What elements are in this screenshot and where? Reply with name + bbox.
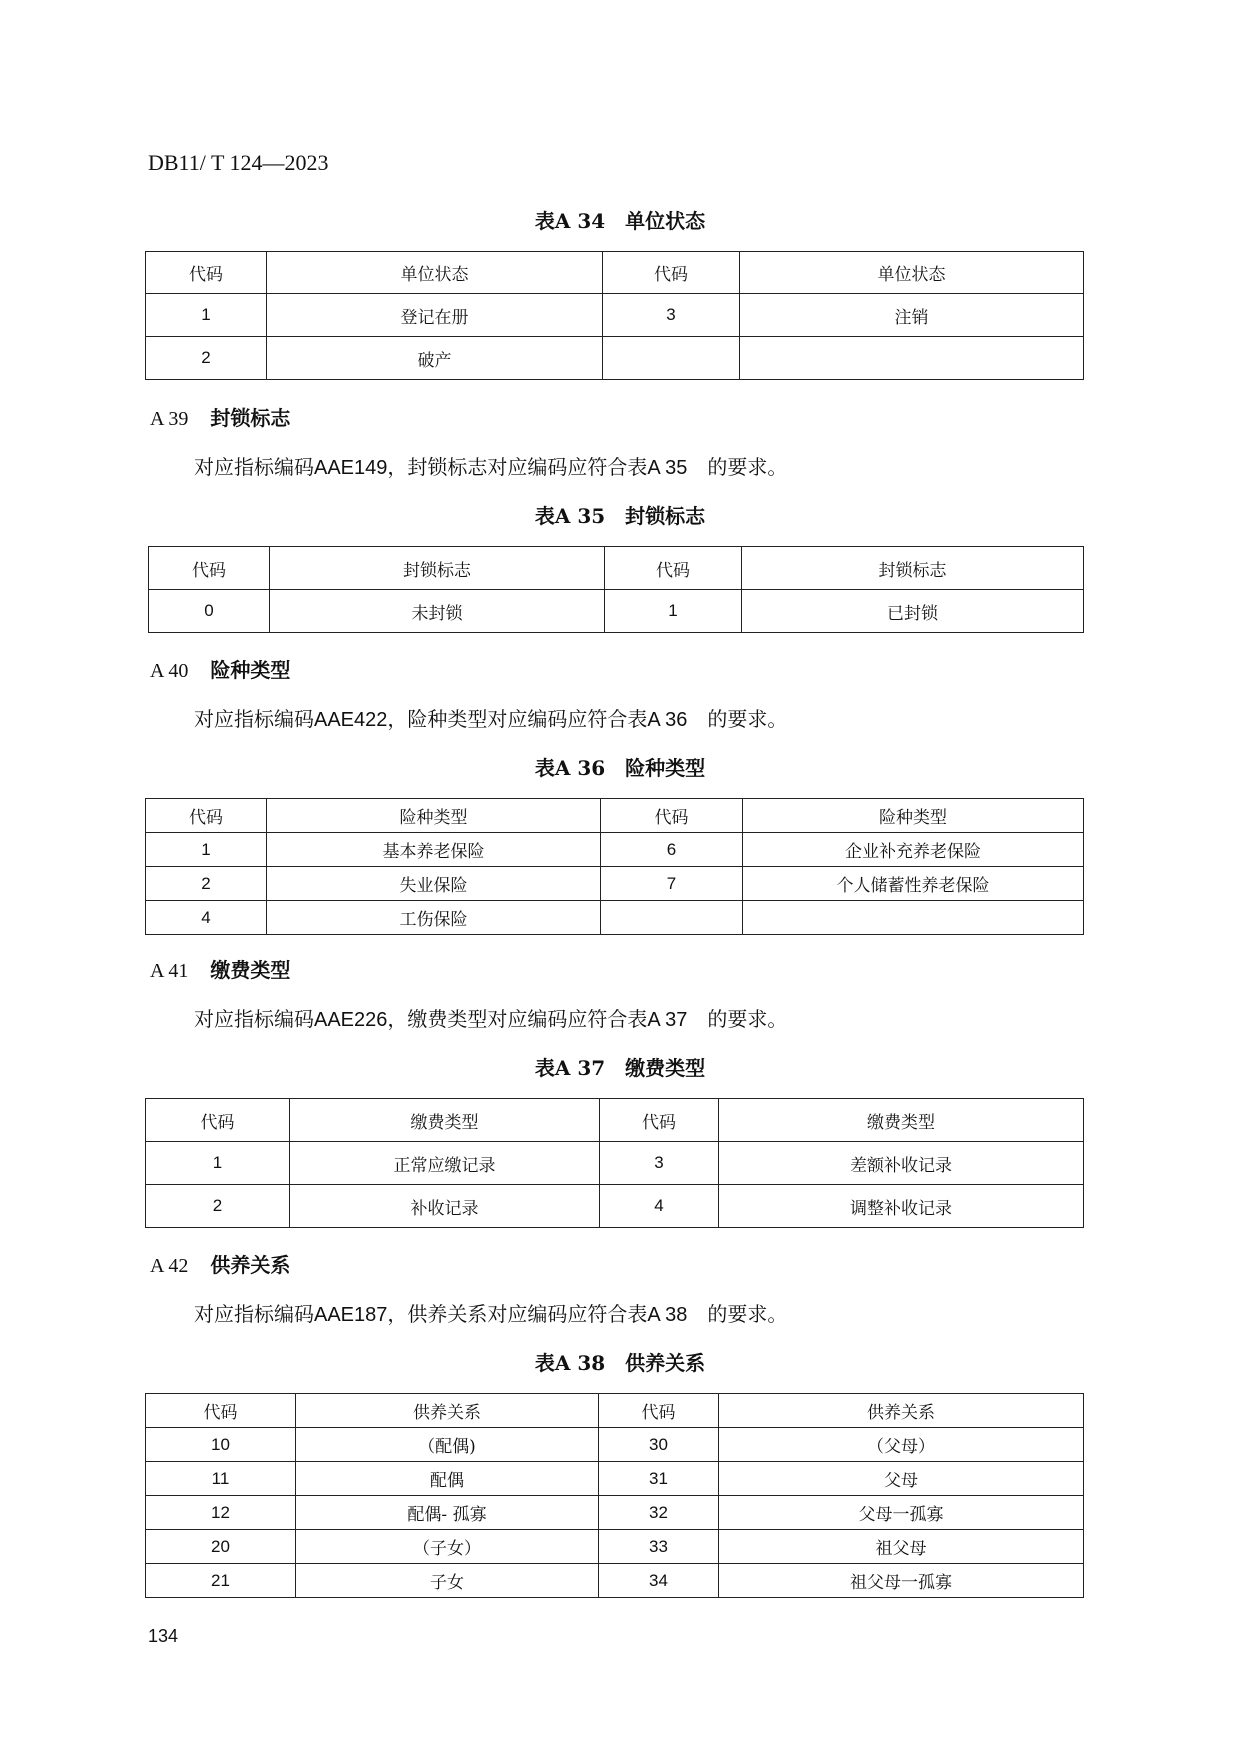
table-reference: A 36 (647, 709, 688, 731)
table-row (146, 1530, 1084, 1564)
section-a39-heading (150, 402, 290, 431)
value-cell (740, 337, 1084, 380)
value-cell: 个人储蓄性养老保险 (743, 867, 1084, 901)
value-cell: 配偶- 孤寡 (296, 1496, 599, 1530)
table-header-row (146, 1394, 1084, 1428)
table-header-row (149, 547, 1084, 590)
table-row (146, 294, 1084, 337)
para-text: 对应指标编码 (194, 1007, 314, 1031)
code-cell: 6 (601, 833, 743, 867)
para-text: 的要求。 (687, 707, 788, 731)
value-cell: 注销 (740, 294, 1084, 337)
table-row (149, 590, 1084, 633)
table-row (146, 833, 1084, 867)
section-a40-paragraph (194, 703, 787, 732)
value-cell: 基本养老保险 (267, 833, 601, 867)
table-a36-caption: 表A 36 险种类型 (534, 756, 706, 780)
code-cell: 32 (599, 1496, 719, 1530)
code-cell: 1 (605, 590, 742, 633)
page-number: 134 (148, 1626, 179, 1646)
value-cell: （子女） (296, 1530, 599, 1564)
header-cell: 代码 (149, 547, 270, 590)
header-cell: 代码 (600, 1099, 719, 1142)
table-a38-caption: 表A 38 供养关系 (534, 1351, 706, 1375)
para-text: ，封锁标志对应编码应符合表 (387, 455, 648, 479)
code-cell: 1 (146, 1142, 290, 1185)
code-cell: 3 (603, 294, 740, 337)
standard-code: DB11/ T 124—2023 (148, 150, 329, 175)
section-a42-heading (150, 1249, 290, 1278)
section-number: A 39 (150, 408, 189, 430)
table-a38 (145, 1393, 1084, 1598)
code-cell: 4 (600, 1185, 719, 1228)
header-cell: 单位状态 (267, 252, 603, 294)
para-text: 对应指标编码 (194, 455, 314, 479)
code-cell: 2 (146, 1185, 290, 1228)
code-cell: 7 (601, 867, 743, 901)
table-reference: A 37 (647, 1009, 688, 1031)
para-text: ，险种类型对应编码应符合表 (387, 707, 648, 731)
code-cell: 30 (599, 1428, 719, 1462)
indicator-code: AAE187 (314, 1304, 388, 1326)
code-cell: 3 (600, 1142, 719, 1185)
value-cell: 差额补收记录 (719, 1142, 1084, 1185)
code-cell: 1 (146, 833, 267, 867)
code-cell: 1 (146, 294, 267, 337)
table-row (146, 867, 1084, 901)
header-cell: 封锁标志 (270, 547, 605, 590)
header-cell: 缴费类型 (719, 1099, 1084, 1142)
section-number: A 41 (150, 960, 189, 982)
section-title: 缴费类型 (210, 958, 291, 982)
code-cell: 20 (146, 1530, 296, 1564)
header-cell: 代码 (146, 1099, 290, 1142)
code-cell: 4 (146, 901, 267, 935)
para-text: 对应指标编码 (194, 707, 314, 731)
table-a35-caption: 表A 35 封锁标志 (534, 504, 706, 528)
table-a37-caption: 表A 37 缴费类型 (534, 1056, 706, 1080)
table-header-row (146, 1099, 1084, 1142)
value-cell (743, 901, 1084, 935)
section-a41-heading (150, 954, 290, 983)
table-row (146, 1428, 1084, 1462)
header-cell: 代码 (605, 547, 742, 590)
para-text: 对应指标编码 (194, 1302, 314, 1326)
header-cell: 代码 (601, 799, 743, 833)
table-header-row (146, 799, 1084, 833)
header-cell: 封锁标志 (742, 547, 1084, 590)
code-cell: 0 (149, 590, 270, 633)
value-cell: 正常应缴记录 (290, 1142, 600, 1185)
section-number: A 42 (150, 1255, 189, 1277)
section-a41-paragraph (194, 1003, 787, 1032)
section-title: 供养关系 (210, 1253, 291, 1277)
table-a35 (148, 546, 1084, 633)
table-row (146, 1564, 1084, 1598)
header-cell: 供养关系 (296, 1394, 599, 1428)
code-cell: 21 (146, 1564, 296, 1598)
header-cell: 代码 (599, 1394, 719, 1428)
section-title: 封锁标志 (210, 406, 291, 430)
value-cell: （配偶) (296, 1428, 599, 1462)
section-a39-paragraph (194, 451, 787, 480)
section-a40-heading (150, 654, 290, 683)
value-cell: 补收记录 (290, 1185, 600, 1228)
value-cell: 破产 (267, 337, 603, 380)
table-row (146, 1142, 1084, 1185)
header-cell: 代码 (146, 1394, 296, 1428)
header-cell: 代码 (146, 252, 267, 294)
header-cell: 单位状态 (740, 252, 1084, 294)
header-cell: 缴费类型 (290, 1099, 600, 1142)
table-row (146, 901, 1084, 935)
para-text: ，供养关系对应编码应符合表 (387, 1302, 648, 1326)
value-cell: 失业保险 (267, 867, 601, 901)
table-reference: A 35 (647, 457, 688, 479)
para-text: 的要求。 (687, 1007, 788, 1031)
header-cell: 险种类型 (267, 799, 601, 833)
table-row (146, 1496, 1084, 1530)
section-number: A 40 (150, 660, 189, 682)
table-row (146, 1185, 1084, 1228)
code-cell: 2 (146, 337, 267, 380)
value-cell: 父母一孤寡 (719, 1496, 1084, 1530)
value-cell: 已封锁 (742, 590, 1084, 633)
value-cell: 祖父母一孤寡 (719, 1564, 1084, 1598)
value-cell: 配偶 (296, 1462, 599, 1496)
value-cell: 企业补充养老保险 (743, 833, 1084, 867)
header-cell: 代码 (146, 799, 267, 833)
header-cell: 供养关系 (719, 1394, 1084, 1428)
value-cell: 父母 (719, 1462, 1084, 1496)
code-cell: 10 (146, 1428, 296, 1462)
code-cell: 12 (146, 1496, 296, 1530)
code-cell: 33 (599, 1530, 719, 1564)
para-text: 的要求。 (687, 455, 788, 479)
value-cell: 祖父母 (719, 1530, 1084, 1564)
code-cell: 31 (599, 1462, 719, 1496)
code-cell (603, 337, 740, 380)
para-text: 的要求。 (687, 1302, 788, 1326)
header-cell: 代码 (603, 252, 740, 294)
table-a34 (145, 251, 1084, 380)
table-a34-caption: 表A 34 单位状态 (534, 209, 706, 233)
para-text: ，缴费类型对应编码应符合表 (387, 1007, 648, 1031)
indicator-code: AAE422 (314, 709, 388, 731)
code-cell (601, 901, 743, 935)
table-a36 (145, 798, 1084, 935)
code-cell: 2 (146, 867, 267, 901)
value-cell: 工伤保险 (267, 901, 601, 935)
header-cell: 险种类型 (743, 799, 1084, 833)
section-a42-paragraph (194, 1298, 787, 1327)
code-cell: 34 (599, 1564, 719, 1598)
table-header-row (146, 252, 1084, 294)
table-reference: A 38 (647, 1304, 688, 1326)
value-cell: 未封锁 (270, 590, 605, 633)
table-a37 (145, 1098, 1084, 1228)
indicator-code: AAE226 (314, 1009, 388, 1031)
value-cell: 调整补收记录 (719, 1185, 1084, 1228)
table-row (146, 1462, 1084, 1496)
table-row (146, 337, 1084, 380)
indicator-code: AAE149 (314, 457, 388, 479)
section-title: 险种类型 (210, 658, 291, 682)
value-cell: 登记在册 (267, 294, 603, 337)
code-cell: 11 (146, 1462, 296, 1496)
value-cell: 子女 (296, 1564, 599, 1598)
value-cell: （父母） (719, 1428, 1084, 1462)
